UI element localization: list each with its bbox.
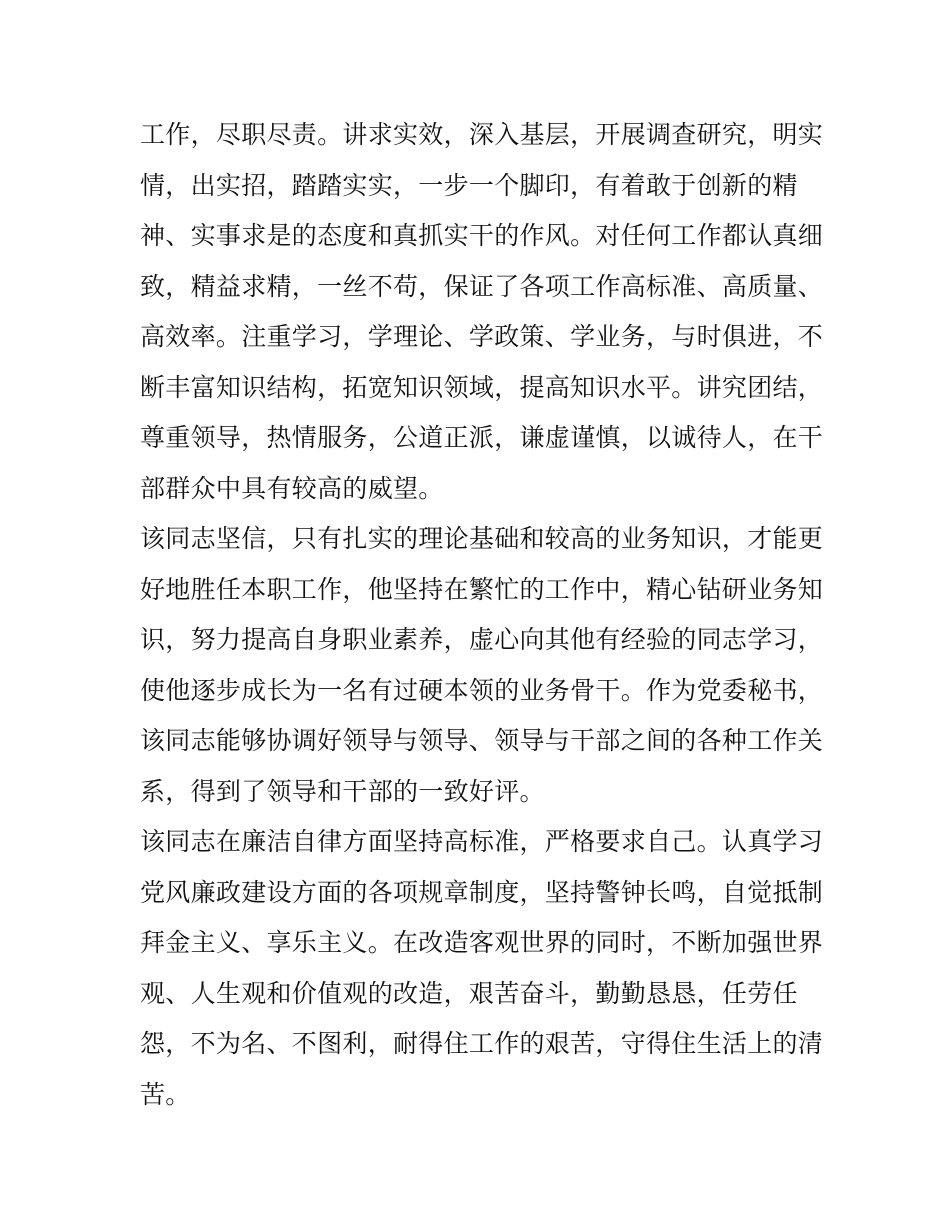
text-line: 该同志坚信，只有扎实的理论基础和较高的业务知识，才能更 [140, 524, 824, 553]
text-line: 尊重领导，热情服务，公道正派，谦虚谨慎，以诚待人，在干 [140, 423, 824, 452]
text-line: 怨，不为名、不图利，耐得住工作的艰苦，守得住生活上的清 [140, 1029, 824, 1058]
text-line: 好地胜任本职工作，他坚持在繁忙的工作中，精心钻研业务知 [140, 574, 824, 604]
text-line: 系，得到了领导和干部的一致好评。 [140, 776, 545, 806]
body-text [140, 110, 824, 1120]
text-line: 识，努力提高自身职业素养，虚心向其他有经验的同志学习， [140, 625, 824, 654]
text-line: 情，出实招，踏踏实实，一步一个脚印，有着敢于创新的精 [140, 170, 798, 200]
text-line: 党风廉政建设方面的各项规章制度，坚持警钟长鸣，自觉抵制 [140, 877, 824, 907]
text-line: 苦。 [140, 1079, 191, 1109]
text-line: 该同志能够协调好领导与领导、领导与干部之间的各种工作关 [140, 726, 824, 755]
text-line: 高效率。注重学习，学理论、学政策、学业务，与时俱进，不 [140, 322, 824, 351]
text-line: 拜金主义、享乐主义。在改造客观世界的同时，不断加强世界 [140, 928, 824, 957]
text-line: 观、人生观和价值观的改造，艰苦奋斗，勤勤恳恳，任劳任 [140, 978, 798, 1008]
text-line: 工作，尽职尽责。讲求实效，深入基层，开展调查研究，明实 [140, 120, 824, 149]
text-line: 该同志在廉洁自律方面坚持高标准，严格要求自己。认真学习 [140, 827, 824, 856]
text-line: 神、实事求是的态度和真抓实干的作风。对任何工作都认真细 [140, 221, 824, 250]
text-line: 部群众中具有较高的威望。 [140, 473, 444, 503]
text-line: 使他逐步成长为一名有过硬本领的业务骨干。作为党委秘书， [140, 675, 824, 705]
text-line: 断丰富知识结构，拓宽知识领域，提高知识水平。讲究团结， [140, 372, 824, 402]
text-line: 致，精益求精，一丝不苟，保证了各项工作高标准、高质量、 [140, 271, 824, 301]
